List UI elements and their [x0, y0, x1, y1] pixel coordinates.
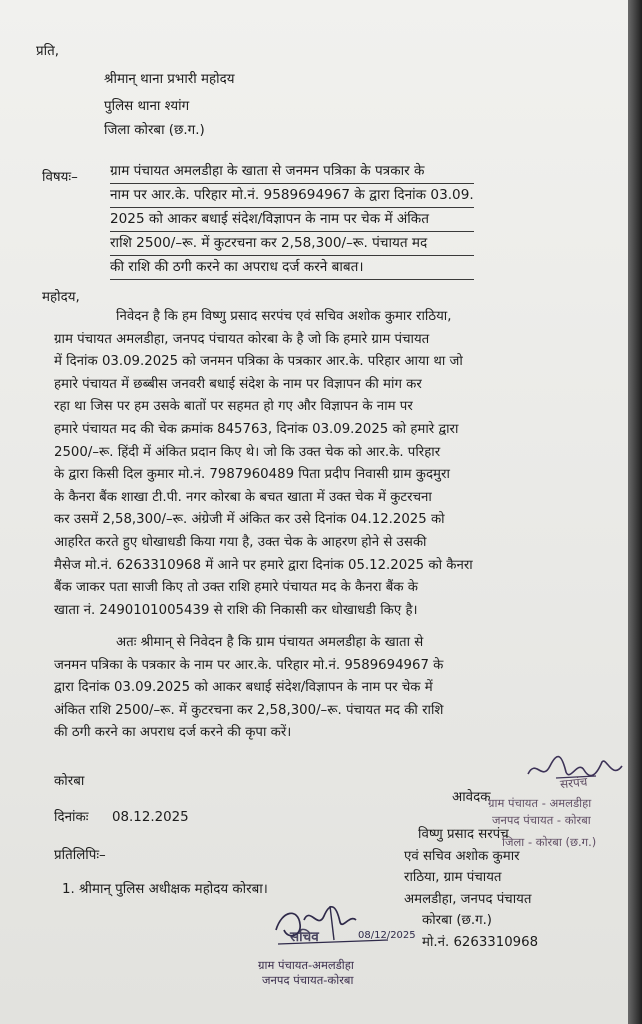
request-line: द्वारा दिनांक 03.09.2025 को आकर बधाई संदेश/विज्ञापन के नाम पर चेक में	[54, 680, 433, 696]
sarpanch-stamp-line: जिला - कोरबा (छ.ग.)	[502, 835, 597, 849]
sachiv-stamp	[258, 958, 354, 988]
body-line: 2500/–रू. हिंदी में अंकित प्रदान किए थे। जो कि उक्त चेक को आर.के. परिहार	[54, 444, 441, 460]
body-line: रहा था जिस पर हम उसके बातों पर सहमत हो गए और विज्ञापन के नाम पर	[54, 399, 413, 415]
subject-line: राशि 2500/–रू. में कुटरचना कर 2,58,300/–रू. पंचायत मद	[110, 232, 474, 256]
request-line: जनमन पत्रिका के पत्रकार के नाम पर आर.के. परिहार मो.नं. 9589694967 के	[54, 657, 444, 673]
sarpanch-stamp-title: सरपंच	[559, 774, 589, 792]
subject-label: विषयः–	[42, 170, 78, 185]
body-line: में दिनांक 03.09.2025 को जनमन पत्रिका के पत्रकार आर.के. परिहार आया था जो	[54, 354, 463, 370]
body-line: के द्वारा किसी दिल कुमार मो.नं. 7987960489 पिता प्रदीप निवासी ग्राम कुदमुरा	[54, 467, 450, 483]
recipient-line-1: श्रीमान् थाना प्रभारी महोदय	[104, 72, 235, 87]
applicant-line: विष्णु प्रसाद सरपंच	[418, 827, 509, 842]
body-line: निवेदन है कि हम विष्णु प्रसाद सरपंच एवं सचिव अशोक कुमार राठिया,	[116, 309, 452, 324]
request-paragraph	[54, 632, 443, 745]
subject-line: 2025 को आकर बधाई संदेश/विज्ञापन के नाम पर चेक में अंकित	[110, 208, 474, 232]
applicant-label: आवेदक	[452, 790, 491, 805]
body-line: हमारे पंचायत मद की चेक क्रमांक 845763, दिनांक 03.09.2025 को हमारे द्वारा	[54, 421, 459, 437]
copy-line: 1. श्रीमान् पुलिस अधीक्षक महोदय कोरबा।	[62, 882, 268, 897]
request-line: अंकित राशि 2500/–रू. में कुटरचना कर 2,58,300/–रू. पंचायत मद की राशि	[54, 702, 444, 718]
subject-text	[110, 160, 474, 280]
body-line: ग्राम पंचायत अमलडीहा, जनपद पंचायत कोरबा के है जो कि हमारे ग्राम पंचायत	[54, 331, 430, 347]
applicant-line: कोरबा (छ.ग.)	[422, 913, 492, 928]
sachiv-stamp-title: सचिव	[290, 929, 319, 945]
date-value: 08.12.2025	[112, 810, 189, 825]
body-line: खाता नं. 2490101005439 से राशि की निकासी कर धोखाधडी किए है।	[54, 602, 418, 618]
applicant-block	[404, 824, 538, 953]
salutation: महोदय,	[42, 290, 80, 305]
applicant-line: राठिया, ग्राम पंचायत	[404, 870, 502, 885]
subject-line: नाम पर आर.के. परिहार मो.नं. 9589694967 के द्वारा दिनांक 03.09.	[110, 184, 474, 208]
subject-line: ग्राम पंचायत अमलडीहा के खाता से जनमन पत्रिका के पत्रकार के	[110, 160, 474, 184]
sachiv-stamp-line: ग्राम पंचायत-अमलडीहा	[258, 958, 354, 972]
page-edge-shadow	[628, 0, 642, 1024]
svg-text:08/12/2025: 08/12/2025	[358, 930, 416, 941]
body-line: आहरित करते हुए धोखाधडी किया गया है, उक्त चेक के आहरण होने से उसकी	[54, 534, 427, 550]
date-label: दिनांकः	[54, 810, 89, 825]
request-line: की ठगी करने का अपराध दर्ज करने की कृपा करें।	[54, 725, 292, 741]
body-line: हमारे पंचायत में छब्बीस जनवरी बधाई संदेश के नाम पर विज्ञापन की मांग कर	[54, 376, 422, 392]
body-line: बैंक जाकर पता साजी किए तो उक्त राशि हमारे पंचायत मद के कैनरा बैंक के	[54, 580, 418, 596]
copy-label: प्रतिलिपिः–	[54, 848, 106, 863]
recipient-line-3: जिला कोरबा (छ.ग.)	[104, 123, 205, 138]
body-line: के कैनरा बैंक शाखा टी.पी. नगर कोरबा के बचत खाता में उक्त चेक में कुटरचना	[54, 489, 432, 505]
recipient-line-2: पुलिस थाना श्यांग	[104, 99, 190, 114]
subject-line: की राशि की ठगी करने का अपराध दर्ज करने बाबत।	[110, 256, 474, 280]
applicant-line: एवं सचिव अशोक कुमार	[404, 848, 520, 864]
applicant-line: अमलडीहा, जनपद पंचायत	[404, 891, 532, 907]
sarpanch-stamp-line: जनपद पंचायत - कोरबा	[492, 813, 591, 827]
applicant-line: मो.नं. 6263310968	[422, 934, 539, 950]
body-line: कर उसमें 2,58,300/–रू. अंग्रेजी में अंकित कर उसे दिनांक 04.12.2025 को	[54, 512, 445, 528]
body-line: मैसेज मो.नं. 6263310968 में आने पर हमारे द्वारा दिनांक 05.12.2025 को कैनरा	[54, 557, 473, 573]
body-paragraph	[54, 306, 473, 622]
sachiv-stamp-line: जनपद पंचायत-कोरबा	[262, 973, 354, 987]
request-line: अतः श्रीमान् से निवेदन है कि ग्राम पंचायत अमलडीहा के खाता से	[116, 635, 424, 650]
sarpanch-stamp-line: ग्राम पंचायत - अमलडीहा	[488, 796, 592, 810]
letter-to: प्रति,	[36, 44, 59, 59]
place: कोरबा	[54, 774, 85, 789]
sachiv-signature	[270, 900, 416, 956]
